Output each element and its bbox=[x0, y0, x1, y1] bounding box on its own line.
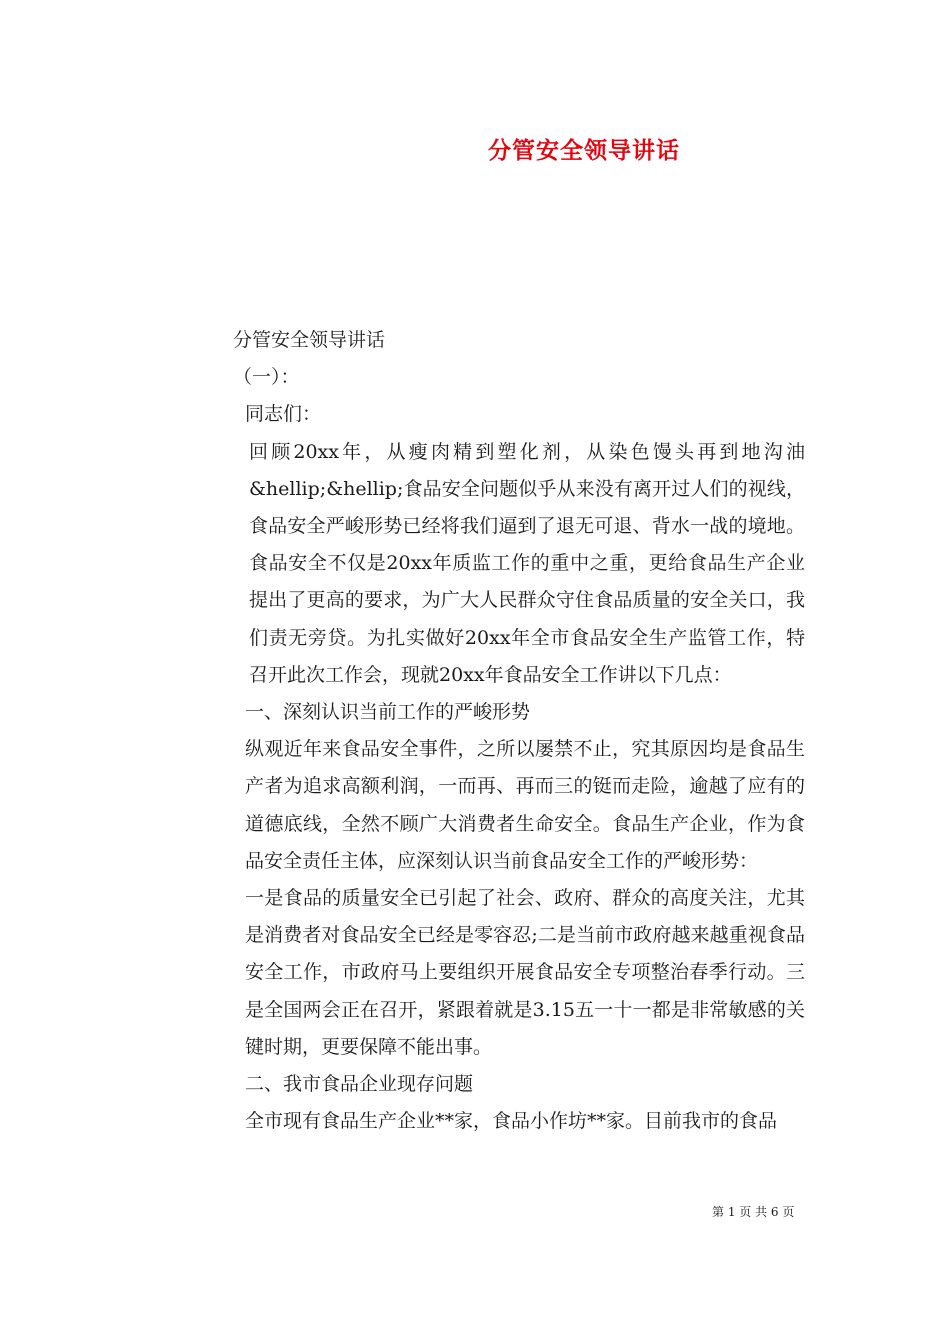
heading-section-1: 一、深刻认识当前工作的严峻形势 bbox=[245, 701, 531, 724]
paragraph-points: 一是食品的质量安全已引起了社会、政府、群众的高度关注，尤其是消费者对食品安全已经是零容忍;二是当前市政府越来越重视食品安全工作，市政府马上要组织开展食品安全专项整治春季行动。三是全国两会正在召开，紧跟着就是3.15五一十一都是非常敏感的关键时期，更要保障不能出事。 bbox=[245, 887, 805, 1058]
body-heading: 分管安全领导讲话 bbox=[233, 329, 386, 351]
document-title: 分管安全领导讲话 bbox=[488, 137, 680, 164]
page-footer: 第 1 页 共 6 页 bbox=[712, 1205, 795, 1219]
section-label: （一）： bbox=[233, 366, 300, 389]
paragraph-enterprises: 全市现有食品生产企业**家，食品小作坊**家。目前我市的食品 bbox=[245, 1110, 778, 1133]
paragraph-intro: 回顾20xx年，从瘦肉精到塑化剂，从染色馒头再到地沟油&hellip;&hellip;食品安全问题似乎从来没有离开过人们的视线，食品安全严峻形势已经将我们逼到了退无可退、背水一战的境地。食品安全不仅是20xx年质监工作的重中之重，更给食品生产企业提出了更高的要求，为广大人民群众守住食品质量的安全关口，我们责无旁贷。为扎实做好20xx年全市食品安全生产监管工作，特召开此次工作会，现就20xx年食品安全工作讲以下几点： bbox=[249, 440, 805, 686]
paragraph-situation: 纵观近年来食品安全事件，之所以屡禁不止，究其原因均是食品生产者为追求高额利润，一而再、再而三的铤而走险，逾越了应有的道德底线，全然不顾广大消费者生命安全。食品生产企业，作为食品安全责任主体，应深刻认识当前食品安全工作的严峻形势： bbox=[245, 738, 805, 872]
salutation: 同志们： bbox=[245, 403, 322, 426]
heading-section-2: 二、我市食品企业现存问题 bbox=[245, 1073, 474, 1096]
document-body bbox=[145, 322, 805, 1140]
